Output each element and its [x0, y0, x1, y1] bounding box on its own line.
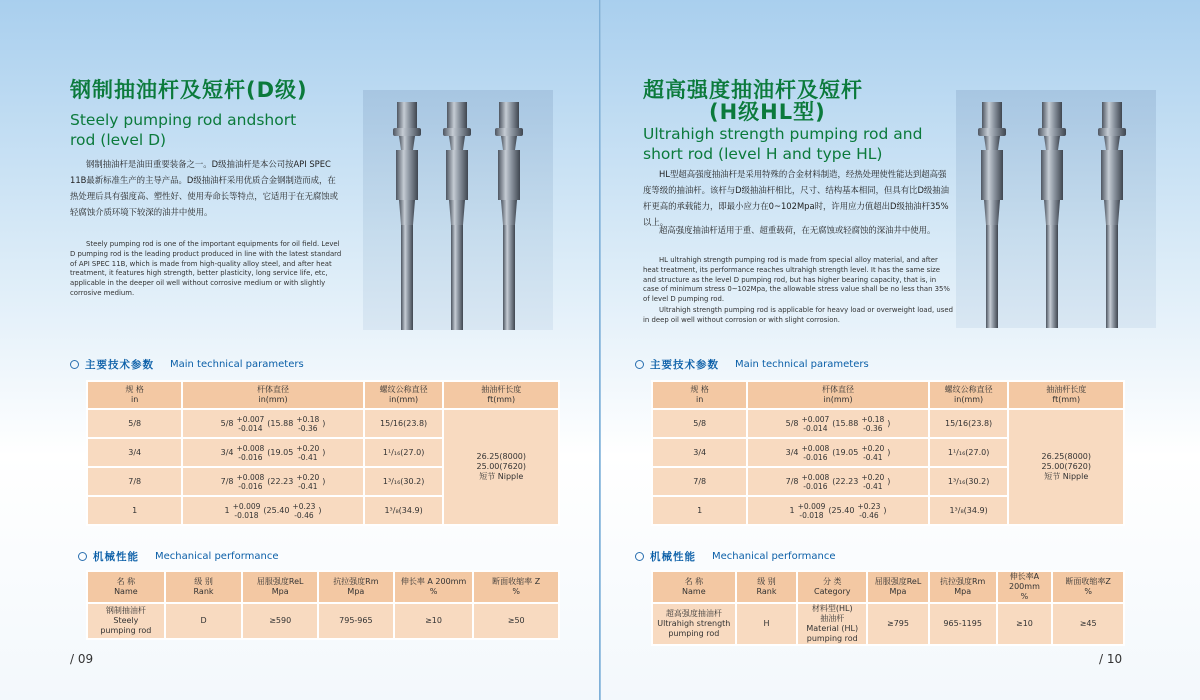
table-row: 7/8 7/8 +0.008 -0.016 (22.23 +0.20 -0.41 ) 1³/₁₆(30.2)	[652, 467, 1124, 496]
tech-params-heading: 主要技术参数 Main technical parameters	[70, 357, 304, 372]
page-number: / 10	[1099, 652, 1123, 666]
intro-en-paragraph-2: Ultrahigh strength pumping rod is applicable for heavy load or overweight load, used in deep oil well without corrosion or with slight corrosion.	[643, 306, 953, 324]
table-row: 1 1 +0.009 -0.018 (25.40 +0.23 -0.46 ) 1³/₈(34.9)	[652, 496, 1124, 525]
mech-perf-table: 名 称 Name 级 别 Rank 分 类 Category 屈服强度ReL Mpa 抗拉强度Rm Mpa 伸长率A 200mm % 断面收缩率Z % 超高强度抽油杆 Ultrahigh strength pumping rod H 材料型(HL) 抽油杆 Material (HL) pumping rod ≥795 965-1195 ≥10 ≥45	[651, 570, 1125, 646]
rod-3	[1098, 102, 1126, 328]
mech-perf-heading: 机械性能 Mechanical performance	[635, 549, 836, 564]
tech-params-table: 规 格 in 杆体直径 in(mm) 螺纹公称直径 in(mm) 抽油杆长度 ft(mm) 5/8 5/8 +0.007 -0.014 (15.88 +0.18 -0.36 ) 15/16(23.8) 26.25(8000) 25.00(7620) 短节 Nipple 3/4 3/4 +0.008 -0.016 (19.05 +0.20 -0.41 ) 1¹/₁₆(27.0) 7/8 7/8 +0.008 -0.016 (22.23 +0.20 -0.41 ) 1³/₁₆(30.2) 1 1 +0.009 -0.018 (25.40 +0.23 -0.46 ) 1³/₈(34.9)	[651, 380, 1125, 526]
rod-2	[1038, 102, 1066, 328]
intro-en-paragraph: Steely pumping rod is one of the important equipments for oil field. Level D pumping rod is the leading product produced in line with the latest standard of API SPEC 11B, which is made from high-quality alloy steel, and after heat treatment, it features high strength, better plasticity, long service life, etc, applicable in the deeper oil well without corrosive medium or with slightly corrosive medium.	[70, 240, 342, 297]
right-page	[600, 0, 1200, 700]
col-spec: 规 格 in	[87, 381, 182, 409]
table-row: 3/4 3/4 +0.008 -0.016 (19.05 +0.20 -0.41 ) 1¹/₁₆(27.0)	[87, 438, 559, 467]
length-cell: 26.25(8000) 25.00(7620) 短节 Nipple	[443, 409, 559, 525]
table-row: 7/8 7/8 +0.008 -0.016 (22.23 +0.20 -0.41 ) 1³/₁₆(30.2)	[87, 467, 559, 496]
table-row: 钢制抽油杆 Steely pumping rod D ≥590 795-965 ≥10 ≥50	[87, 603, 559, 639]
rod-3	[495, 102, 523, 330]
rod-shoulder	[393, 128, 421, 136]
bullet-icon	[635, 552, 644, 561]
rod-2	[443, 102, 471, 330]
mech-perf-table: 名 称 Name 级 别 Rank 屈服强度ReL Mpa 抗拉强度Rm Mpa 伸长率 A 200mm % 断面收缩率 Z % 钢制抽油杆 Steely pumping rod D ≥590 795-965 ≥10 ≥50	[86, 570, 560, 640]
pumping-rod-photo	[956, 90, 1156, 328]
rod-thread	[397, 102, 417, 128]
length-cell: 26.25(8000) 25.00(7620) 短节 Nipple	[1008, 409, 1124, 525]
mech-perf-heading: 机械性能 Mechanical performance	[78, 549, 279, 564]
intro-zh-paragraph-1: HL型超高强度抽油杆是采用特殊的合金材料制造，经热处理使性能达到超高强度等级的抽油杆。该杆与D级抽油杆相比，尺寸、结构基本相同，但具有比D级抽油杆更高的承载能力，即最小应力在0~102Mpa时，许用应力值超出D级抽油杆35%以上。	[643, 169, 950, 227]
bullet-icon	[78, 552, 87, 561]
rod-1	[978, 102, 1006, 328]
col-length: 抽油杆长度 ft(mm)	[443, 381, 559, 409]
rod-1	[393, 102, 421, 330]
page-title-zh-line1: 超高强度抽油杆及短杆	[643, 78, 863, 102]
col-thread: 螺纹公称直径 in(mm)	[364, 381, 444, 409]
table-row: 3/4 3/4 +0.008 -0.016 (19.05 +0.20 -0.41 ) 1¹/₁₆(27.0)	[652, 438, 1124, 467]
page-number: / 09	[70, 652, 94, 666]
page-title-en: Steely pumping rod andshort rod (level D)	[70, 111, 297, 149]
page-title-en: Ultrahigh strength pumping rod and short rod (level H and type HL)	[643, 125, 923, 163]
page-title-zh: 钢制抽油杆及短杆(D级)	[70, 78, 308, 102]
intro-zh-paragraph-2: 超高强度抽油杆适用于重、超重载荷，在无腐蚀或轻腐蚀的深油井中使用。	[659, 225, 936, 235]
tech-params-table	[86, 380, 560, 526]
col-diameter: 杆体直径 in(mm)	[182, 381, 363, 409]
table-row: 1 1 +0.009 -0.018 (25.40 +0.23 -0.46 ) 1³/₈(34.9)	[87, 496, 559, 525]
rod-square	[396, 150, 418, 200]
pumping-rod-photo	[363, 90, 553, 330]
bullet-icon	[635, 360, 644, 369]
page-title-zh-line2: (H级HL型)	[709, 100, 826, 124]
intro-en-paragraph-1: HL ultrahigh strength pumping rod is made from special alloy material, and after heat treatment, its performance reaches ultrahigh strength level. It has the same size and structure as the level D pumping rod, but has higher bearing capacity, that is, in case of minimum stress 0~102Mpa, the allowable stress value shall be no less than 35% of level D pumping rod.	[643, 256, 950, 304]
table-row: 5/8 5/8 +0.007 -0.014 (15.88 +0.18 -0.36 ) 15/16(23.8) 26.25(8000) 25.00(7620) 短节 Nipple	[652, 409, 1124, 438]
bullet-icon	[70, 360, 79, 369]
table-row: 5/8 5/8 +0.007 -0.014 (15.88 +0.18 -0.36 ) 15/16(23.8) 26.25(8000) 25.00(7620) 短节 Nipple	[87, 409, 559, 438]
table-row: 超高强度抽油杆 Ultrahigh strength pumping rod H 材料型(HL) 抽油杆 Material (HL) pumping rod ≥795 965-1195 ≥10 ≥45	[652, 603, 1124, 645]
tech-params-heading: 主要技术参数 Main technical parameters	[635, 357, 869, 372]
intro-zh-paragraph: 钢制抽油杆是油田重要装备之一。D级抽油杆是本公司按API SPEC 11B最新标准生产的主导产品。D级抽油杆采用优质合金钢制造而成，在热处理后具有强度高、塑性好、使用寿命长等特点，它适用于在无腐蚀或轻腐蚀介质环境下较深的油井中使用。	[70, 159, 338, 217]
